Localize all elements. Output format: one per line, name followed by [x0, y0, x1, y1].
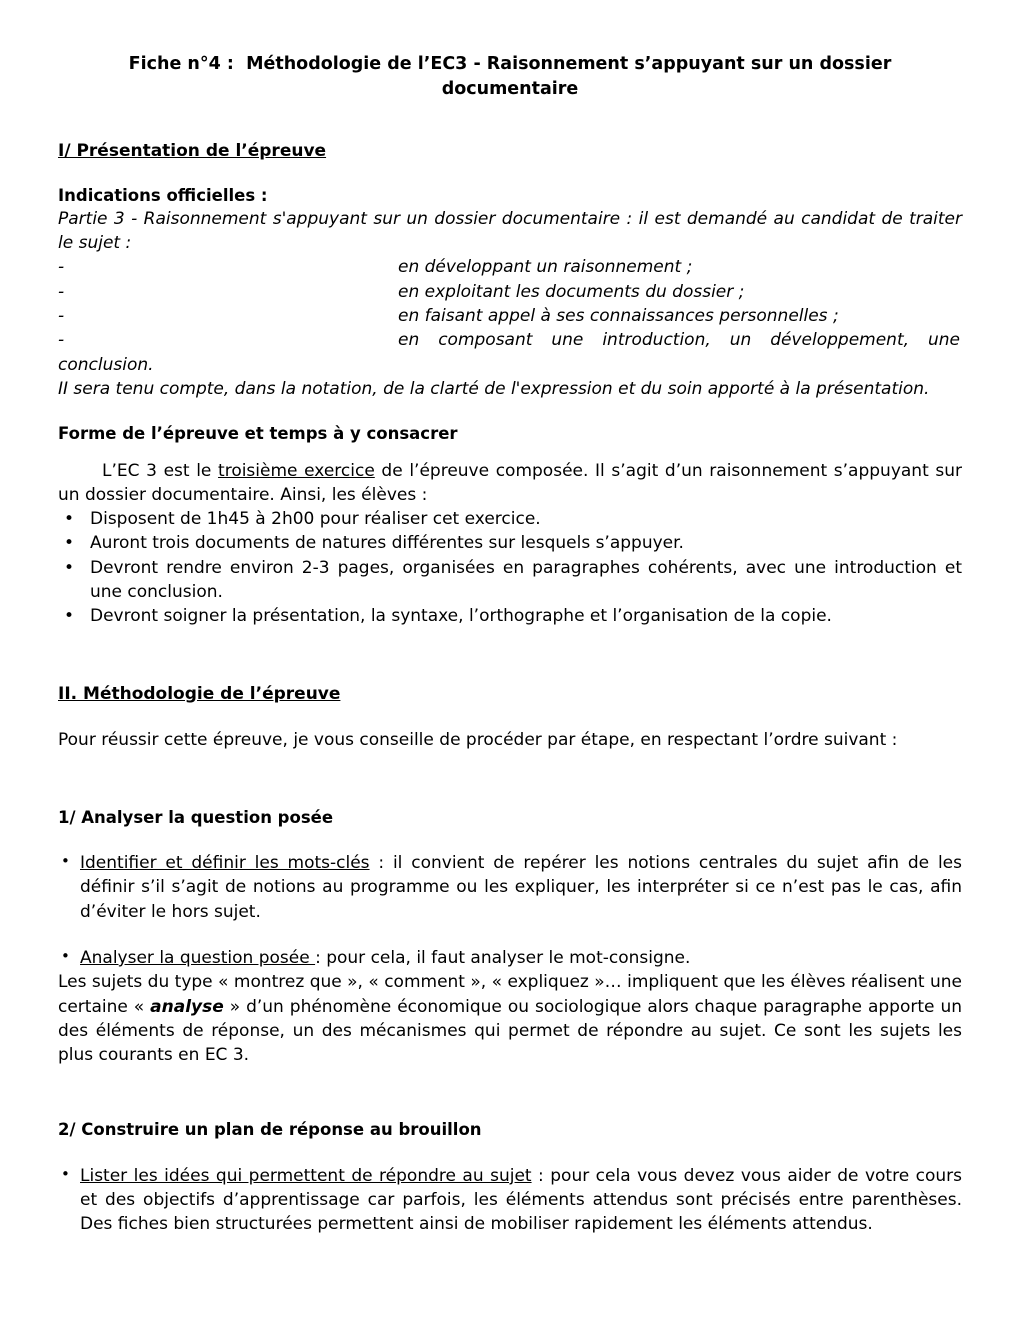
- list-item: [58, 1164, 962, 1237]
- spacer: [58, 629, 962, 683]
- step-heading-2: 2/ Construire un plan de réponse au brouillon: [58, 1120, 482, 1140]
- methodologie-intro: Pour réussir cette épreuve, je vous conseille de procéder par étape, en respectant l’ordre suivant :: [58, 729, 898, 750]
- dash-item-text: en développant un raisonnement ;: [398, 257, 693, 278]
- dash-marker: -: [58, 306, 65, 327]
- list-item: [58, 851, 962, 924]
- spacer: [58, 1142, 962, 1164]
- dash-marker: -: [58, 281, 65, 302]
- official-indications-closing: II sera tenu compte, dans la notation, de la clarté de l'expression et du soin apporté à la présentation.: [58, 378, 930, 399]
- step1-bullet-list-b: [58, 946, 962, 970]
- forme-intro-paragraph: [58, 459, 962, 508]
- spacer: [58, 829, 962, 851]
- forme-intro-underlined: troisième exercice: [218, 460, 375, 481]
- section-heading-methodologie: II. Méthodologie de l’épreuve: [58, 683, 341, 704]
- dash-item-text: en faisant appel à ses connaissances personnelles ;: [398, 306, 839, 327]
- step-heading-1: 1/ Analyser la question posée: [58, 807, 334, 827]
- forme-intro-before: L’EC 3 est le: [102, 460, 219, 481]
- section-heading-presentation: I/ Présentation de l’épreuve: [58, 140, 327, 161]
- spacer: [58, 102, 962, 140]
- spacer: [58, 446, 962, 459]
- spacer: [58, 163, 962, 185]
- list-item-text: : pour cela vous devez vous aider de votre cours et des objectifs d’apprentissage car parfois, les éléments attendus sont précisés entre parenthèses. Des fiches bien structurées permettent ainsi de mobiliser rapidement les éléments attendus.: [80, 1165, 963, 1235]
- spacer: [58, 1067, 962, 1119]
- subheading-forme-epreuve: Forme de l’épreuve et temps à y consacrer: [58, 424, 458, 444]
- spacer: [58, 752, 962, 807]
- official-indications-intro: Partie 3 - Raisonnement s'appuyant sur un dossier documentaire : il est demandé au candidat de traiter le sujet :: [58, 208, 962, 254]
- dash-item-4: [58, 328, 962, 352]
- dash-marker: -: [58, 257, 65, 278]
- list-item: • Devront soigner la présentation, la syntaxe, l’orthographe et l’organisation de la copie.: [58, 604, 962, 628]
- list-item: • Devront rendre environ 2-3 pages, organisées en paragraphes cohérents, avec une introduction et une conclusion.: [58, 556, 962, 605]
- list-item: • Disposent de 1h45 à 2h00 pour réaliser cet exercice.: [58, 507, 962, 531]
- list-item-text: : il convient de repérer les notions centrales du sujet afin de les définir s’il s’agit de notions au programme ou les expliquer, les interpréter si ce n’est pas le cas, afin d’éviter le hors sujet.: [80, 853, 963, 922]
- list-item: [58, 946, 962, 970]
- list-item-underlined-label: Analyser la question posée: [80, 948, 316, 968]
- step2-bullet-list: [58, 1164, 962, 1237]
- dash-item-3: [58, 304, 962, 328]
- step1-paragraph-part1: Les sujets du type « montrez que », « comment », « expliquez »… impliquent que les élèves réalisent une certaine «: [58, 972, 962, 1017]
- step1-paragraph-part2: » d’un phénomène économique ou sociologique alors chaque paragraphe apporte un des éléments de réponse, un des mécanismes qui permet de répondre au sujet. Ce sont les sujets les plus courants en EC 3.: [58, 996, 962, 1066]
- list-item: • Auront trois documents de natures différentes sur lesquels s’appuyer.: [58, 531, 962, 555]
- step1-bullet-list-a: [58, 851, 962, 924]
- page-title: Fiche n°4 : Méthodologie de l’EC3 - Raisonnement s’appuyant sur un dossier documentaire: [128, 54, 898, 99]
- spacer: [58, 401, 962, 423]
- subheading-indications-officielles: Indications officielles :: [58, 185, 268, 205]
- forme-bullet-list: [58, 507, 962, 628]
- dash-item-1: [58, 255, 962, 279]
- step1-paragraph: [58, 970, 962, 1067]
- dash-item-4-continuation: conclusion.: [58, 354, 154, 375]
- step1-paragraph-emphasis: analyse: [150, 996, 224, 1017]
- forme-intro-after: de l’épreuve composée. Il s’agit d’un raisonnement s’appuyant sur un dossier documentaire. Ainsi, les élèves :: [58, 460, 963, 505]
- spacer: [58, 706, 962, 728]
- list-item-underlined-label: Lister les idées qui permettent de répondre au sujet: [80, 1165, 532, 1186]
- dash-marker: -: [58, 330, 65, 351]
- dash-item-2: [58, 280, 962, 304]
- list-item-underlined-label: Identifier et définir les mots-clés: [80, 853, 370, 874]
- dash-item-text: en composant une introduction, un développement, une: [398, 330, 960, 351]
- list-item-text: : pour cela, il faut analyser le mot-consigne.: [315, 948, 691, 968]
- spacer: [58, 924, 962, 946]
- dash-item-text: en exploitant les documents du dossier ;: [398, 281, 745, 302]
